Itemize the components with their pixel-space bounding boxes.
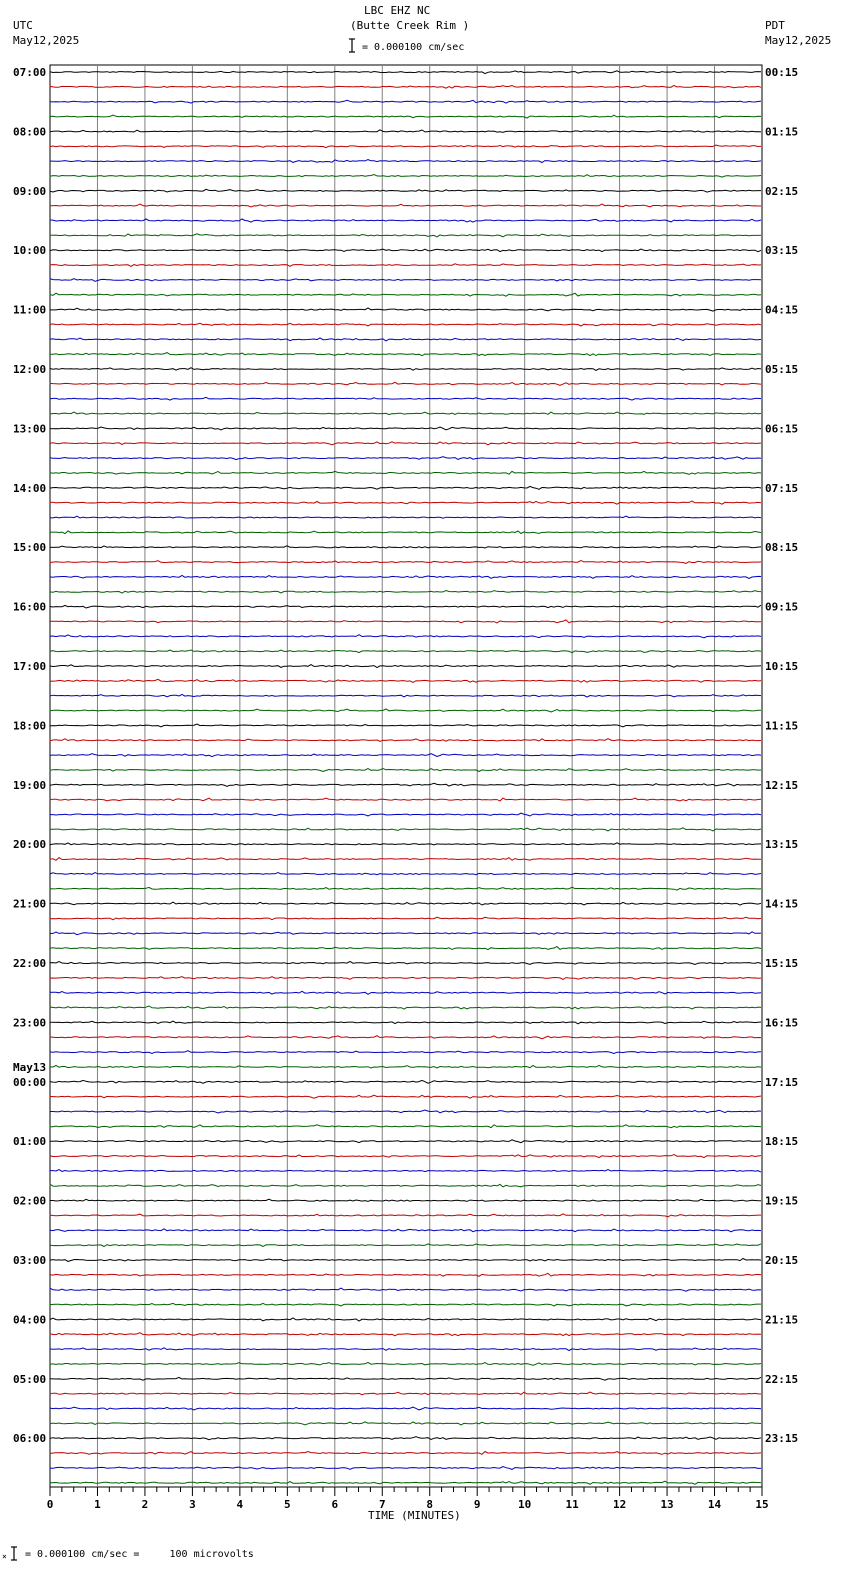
seismic-trace: [50, 635, 761, 638]
seismic-trace: [50, 1110, 761, 1113]
seismic-trace: [50, 457, 761, 460]
seismic-trace: [50, 561, 761, 564]
left-date: May12,2025: [13, 34, 80, 47]
utc-hour-label: 09:00: [13, 184, 47, 198]
utc-hour-label: 20:00: [13, 838, 47, 852]
seismic-trace: [50, 546, 761, 548]
scale-text: = 0.000100 cm/sec: [362, 42, 465, 53]
pdt-hour-label: 15:15: [765, 957, 799, 970]
x-tick-label: 0: [46, 1498, 54, 1511]
seismic-trace: [50, 679, 761, 682]
seismic-trace: [50, 1377, 761, 1380]
seismic-trace: [50, 650, 761, 653]
seismic-trace: [50, 308, 761, 311]
seismic-trace: [50, 279, 761, 282]
seismic-trace: [50, 1065, 761, 1068]
seismic-trace: [50, 145, 761, 148]
seismic-trace: [50, 991, 761, 994]
seismic-trace: [50, 947, 761, 950]
x-tick-label: 12: [612, 1498, 627, 1511]
utc-hour-label: 17:00: [13, 660, 47, 673]
utc-hour-label: 08:00: [13, 125, 47, 139]
x-tick-label: 13: [660, 1498, 674, 1511]
seismic-trace: [50, 1155, 761, 1158]
right-timezone: PDT: [765, 19, 785, 32]
seismic-trace: [50, 828, 761, 831]
seismic-trace: [50, 204, 761, 207]
seismic-trace: [50, 323, 761, 326]
seismic-trace: [50, 175, 761, 178]
seismic-trace: [50, 754, 761, 757]
seismic-trace: [50, 71, 761, 74]
date-change-label: May13: [13, 1060, 47, 1074]
pdt-hour-label: 05:15: [765, 363, 799, 376]
seismic-trace: [50, 1140, 761, 1143]
utc-hour-label: 21:00: [13, 897, 47, 911]
utc-hour-label: 10:00: [13, 244, 47, 258]
x-tick-label: 11: [565, 1498, 579, 1511]
seismic-trace: [50, 1362, 761, 1365]
utc-hour-label: 04:00: [13, 1313, 47, 1327]
pdt-hour-label: 02:15: [765, 184, 799, 198]
seismic-trace: [50, 397, 761, 400]
seismic-trace: [50, 85, 761, 88]
seismic-trace: [50, 620, 761, 623]
utc-hour-label: 07:00: [13, 66, 47, 79]
footer-scale-bar-icon: [9, 1546, 19, 1562]
x-tick-label: 7: [378, 1498, 386, 1511]
seismic-trace: [50, 977, 761, 980]
seismic-trace: [50, 412, 761, 415]
seismic-trace: [50, 130, 761, 133]
seismic-trace: [50, 1333, 761, 1336]
seismic-trace: [50, 1184, 761, 1187]
seismic-trace: [50, 1437, 761, 1440]
utc-hour-label: 22:00: [13, 957, 47, 970]
seismic-trace: [50, 1481, 761, 1484]
utc-hour-label: 19:00: [13, 778, 47, 792]
utc-hour-label: 15:00: [13, 541, 47, 555]
x-tick-label: 2: [141, 1498, 149, 1511]
seismic-trace: [50, 724, 761, 727]
footer-marker-icon: ×: [2, 1552, 7, 1561]
pdt-hour-label: 08:15: [765, 541, 799, 555]
utc-hour-label: 02:00: [13, 1194, 47, 1208]
seismic-trace: [50, 382, 761, 385]
x-tick-label: 8: [426, 1498, 434, 1511]
utc-hour-label: 06:00: [13, 1432, 47, 1446]
utc-hour-label: 18:00: [13, 719, 47, 733]
seismic-trace: [50, 338, 761, 341]
plot-frame: [50, 65, 762, 1487]
utc-hour-label: 11:00: [13, 303, 47, 317]
seismic-trace: [50, 1095, 761, 1098]
seismic-trace: [50, 1080, 761, 1083]
x-tick-label: 5: [284, 1498, 291, 1511]
seismic-trace: [50, 353, 761, 356]
left-timezone: UTC: [13, 19, 33, 32]
seismic-trace: [50, 783, 761, 786]
seismic-trace: [50, 160, 761, 163]
seismic-trace: [50, 516, 761, 518]
pdt-hour-label: 19:15: [765, 1194, 799, 1208]
seismic-trace: [50, 1452, 761, 1455]
x-tick-label: 1: [94, 1498, 101, 1511]
seismic-trace: [50, 1467, 761, 1470]
pdt-hour-label: 17:15: [765, 1075, 799, 1089]
pdt-hour-label: 03:15: [765, 244, 799, 258]
seismic-trace: [50, 709, 761, 712]
seismic-trace: [50, 961, 761, 964]
seismic-trace: [50, 1348, 761, 1351]
seismic-trace: [50, 798, 761, 801]
pdt-hour-label: 13:15: [765, 838, 799, 852]
seismic-trace: [50, 813, 761, 816]
site-name: (Butte Creek Rim ): [350, 19, 470, 32]
seismic-trace: [50, 932, 761, 935]
seismic-trace: [50, 501, 761, 504]
x-tick-label: 15: [755, 1498, 769, 1511]
utc-hour-label: 16:00: [13, 600, 47, 614]
seismic-trace: [50, 1125, 761, 1128]
pdt-hour-label: 10:15: [765, 660, 799, 673]
seismic-trace: [50, 1229, 761, 1232]
seismic-trace: [50, 1303, 761, 1306]
seismic-trace: [50, 694, 761, 697]
seismic-trace: [50, 873, 761, 875]
seismic-trace: [50, 605, 761, 608]
seismic-trace: [50, 486, 761, 489]
utc-hour-label: 13:00: [13, 422, 47, 436]
seismic-trace: [50, 264, 761, 267]
seismic-trace: [50, 427, 761, 430]
seismic-trace: [50, 293, 761, 296]
seismic-trace: [50, 100, 761, 103]
x-tick-label: 10: [518, 1498, 532, 1511]
pdt-hour-label: 14:15: [765, 897, 799, 911]
seismic-trace: [50, 917, 761, 920]
utc-hour-label: 00:00: [13, 1075, 47, 1089]
pdt-hour-label: 23:15: [765, 1432, 799, 1446]
seismic-trace: [50, 1273, 761, 1276]
pdt-hour-label: 21:15: [765, 1313, 799, 1327]
seismic-trace: [50, 887, 761, 890]
seismic-trace: [50, 1244, 761, 1247]
seismic-trace: [50, 1288, 761, 1291]
footer-scale-text: = 0.000100 cm/sec = 100 microvolts: [25, 1549, 254, 1560]
seismic-trace: [50, 1318, 761, 1321]
seismic-trace: [50, 739, 761, 742]
utc-hour-label: 03:00: [13, 1254, 47, 1267]
pdt-hour-label: 00:15: [765, 66, 799, 79]
seismic-trace: [50, 471, 761, 474]
pdt-hour-label: 20:15: [765, 1254, 799, 1267]
utc-hour-label: 12:00: [13, 363, 47, 376]
utc-hour-label: 01:00: [13, 1135, 47, 1149]
seismic-trace: [50, 591, 761, 594]
pdt-hour-label: 07:15: [765, 481, 799, 495]
pdt-hour-label: 12:15: [765, 778, 799, 792]
seismic-trace: [50, 858, 761, 861]
seismic-trace: [50, 219, 761, 222]
x-tick-label: 14: [707, 1498, 722, 1511]
pdt-hour-label: 18:15: [765, 1135, 799, 1149]
seismic-trace: [50, 1170, 761, 1173]
seismic-trace: [50, 1392, 761, 1395]
pdt-hour-label: 04:15: [765, 303, 799, 317]
seismic-trace: [50, 902, 761, 905]
x-axis-title: TIME (MINUTES): [368, 1509, 461, 1522]
utc-hour-label: 23:00: [13, 1016, 47, 1030]
seismic-trace: [50, 115, 761, 118]
seismic-trace: [50, 1036, 761, 1039]
seismic-trace: [50, 1199, 761, 1201]
seismic-trace: [50, 442, 761, 445]
seismic-trace: [50, 1021, 761, 1024]
pdt-hour-label: 01:15: [765, 125, 799, 139]
pdt-hour-label: 11:15: [765, 719, 799, 733]
x-tick-label: 6: [331, 1498, 339, 1511]
seismic-trace: [50, 769, 761, 772]
pdt-hour-label: 06:15: [765, 422, 799, 436]
seismic-trace: [50, 1051, 761, 1054]
seismic-trace: [50, 531, 761, 534]
seismic-trace: [50, 1422, 761, 1425]
seismic-trace: [50, 1259, 761, 1262]
seismic-trace: [50, 1006, 761, 1009]
x-tick-label: 3: [189, 1498, 196, 1511]
utc-hour-label: 05:00: [13, 1372, 47, 1386]
seismic-trace: [50, 575, 761, 578]
pdt-hour-label: 22:15: [765, 1372, 799, 1386]
x-tick-label: 9: [473, 1498, 481, 1511]
seismic-trace: [50, 1407, 761, 1410]
seismic-trace: [50, 249, 761, 252]
seismic-trace: [50, 368, 761, 371]
seismic-trace: [50, 665, 761, 668]
x-tick-label: 4: [236, 1498, 244, 1511]
pdt-hour-label: 16:15: [765, 1016, 799, 1030]
pdt-hour-label: 09:15: [765, 600, 799, 614]
utc-hour-label: 14:00: [13, 481, 47, 495]
seismic-trace: [50, 1214, 761, 1217]
right-date: May12,2025: [765, 34, 832, 47]
seismic-trace: [50, 189, 761, 192]
seismic-trace: [50, 234, 761, 237]
seismic-trace: [50, 843, 761, 845]
station-title: LBC EHZ NC: [364, 4, 431, 17]
